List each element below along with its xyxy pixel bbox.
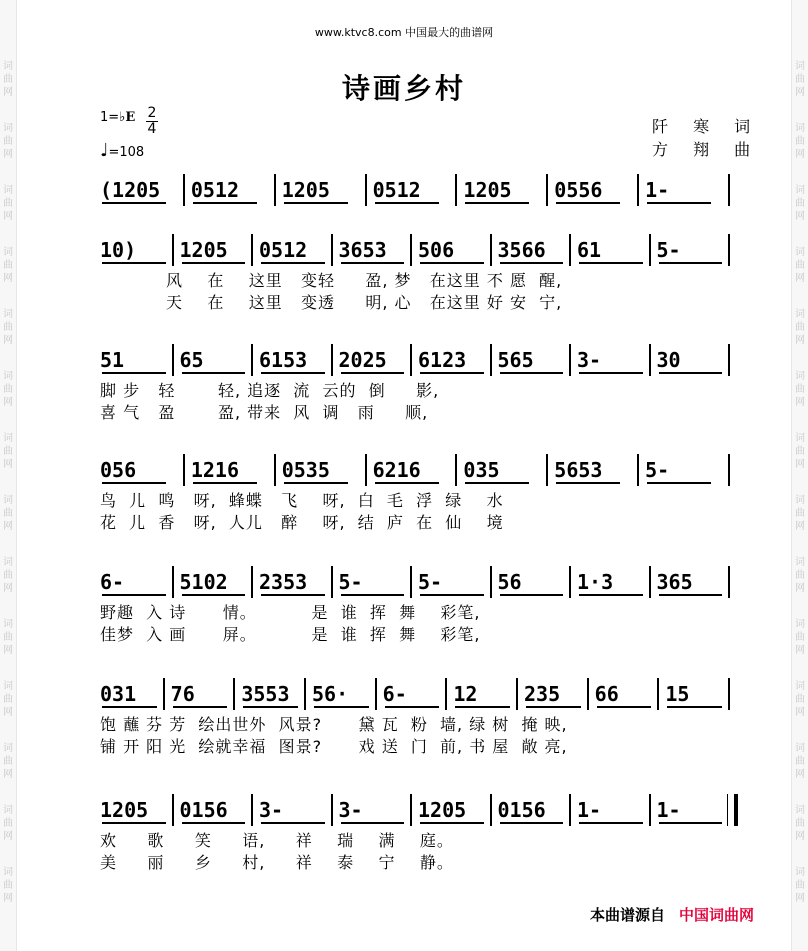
measure: 565 [497, 348, 534, 372]
watermark-text: 词 曲 网 [3, 805, 13, 842]
beam-underline [102, 482, 166, 484]
barline [304, 678, 309, 710]
barline [657, 678, 662, 710]
measure: 5- [645, 458, 670, 482]
beam-underline [465, 202, 529, 204]
beam-underline [556, 482, 620, 484]
score-row [96, 340, 732, 424]
barline [251, 794, 256, 826]
quarter-note-icon: ♩ [100, 140, 109, 161]
watermark-text: 词 曲 网 [795, 557, 805, 594]
barline [546, 454, 551, 486]
lyric-line: 铺 开 阳 光 绘就幸福 图景? 戏 送 门 前, 书 屋 敞 亮, [100, 737, 568, 756]
barline [172, 566, 177, 598]
beam-underline [182, 262, 246, 264]
measure: 0512 [372, 178, 421, 202]
footer [590, 904, 754, 925]
measure: 0556 [554, 178, 603, 202]
beam-underline [102, 262, 166, 264]
watermark-text: 词 曲 网 [3, 557, 13, 594]
beam-underline [173, 706, 228, 708]
barline [569, 794, 574, 826]
beam-underline [465, 482, 529, 484]
beam-underline [579, 262, 643, 264]
watermark-text: 词 曲 网 [795, 619, 805, 656]
beam-underline [182, 822, 246, 824]
measure: 65 [179, 348, 204, 372]
watermark-text: 词 曲 网 [795, 185, 805, 222]
beam-underline [579, 372, 643, 374]
watermark-text: 词 曲 网 [795, 743, 805, 780]
beam-underline [659, 822, 723, 824]
barline [251, 344, 256, 376]
watermark-text: 词 曲 网 [3, 743, 13, 780]
barline [728, 678, 733, 710]
barline [455, 454, 460, 486]
barline [490, 234, 495, 266]
watermark-text: 词 曲 网 [795, 309, 805, 346]
beam-underline [420, 594, 484, 596]
measure: 3- [338, 798, 363, 822]
measure: 1- [656, 798, 681, 822]
measure: 0535 [281, 458, 330, 482]
measure: 5- [338, 570, 363, 594]
beam-underline [375, 482, 439, 484]
key-prefix: 1= [100, 110, 120, 125]
beam-underline [579, 822, 643, 824]
barline [728, 174, 733, 206]
notation-line [96, 450, 732, 490]
measure: 3- [577, 348, 602, 372]
lyric-line: 佳梦 入 画 屏。 是 谁 挥 舞 彩笔, [100, 625, 481, 644]
score-row [96, 790, 732, 874]
beam-underline [341, 262, 405, 264]
barline [331, 566, 336, 598]
meter-top: 2 [147, 105, 157, 121]
beam-underline [261, 372, 325, 374]
measure: 235 [524, 682, 561, 706]
watermark-text: 词 曲 网 [3, 185, 13, 222]
measure: 66 [594, 682, 619, 706]
measure: 031 [100, 682, 137, 706]
barline [183, 174, 188, 206]
barline [649, 566, 654, 598]
watermark-text: 词 曲 网 [3, 619, 13, 656]
measure: 3653 [338, 238, 387, 262]
barline [274, 454, 279, 486]
lyric-line: 野趣 入 诗 情。 是 谁 挥 舞 彩笔, [100, 603, 481, 622]
beam-underline [102, 822, 166, 824]
measure: 1- [577, 798, 602, 822]
lyric-line: 花 儿 香 呀, 人儿 醉 呀, 结 庐 在 仙 境 [100, 513, 504, 532]
beam-underline [341, 594, 405, 596]
measure: 1205 [418, 798, 467, 822]
barline [251, 566, 256, 598]
measure: 51 [100, 348, 125, 372]
tempo-value: =108 [108, 145, 145, 160]
beam-underline [314, 706, 369, 708]
watermark-text: 词 曲 网 [3, 247, 13, 284]
measure: 2025 [338, 348, 387, 372]
beam-underline [420, 822, 484, 824]
lyric-line: 喜 气 盈 盈, 带来 风 调 雨 顺, [100, 403, 429, 422]
score-row [96, 562, 732, 646]
measure: 056 [100, 458, 137, 482]
barline [233, 678, 238, 710]
measure: 56 [497, 570, 522, 594]
measure: 5653 [554, 458, 603, 482]
lyric-line: 天 在 这里 变透 明, 心 在这里 好 安 宁, [166, 293, 563, 312]
barline [728, 344, 733, 376]
score-row [96, 450, 732, 534]
measure: 365 [656, 570, 693, 594]
beam-underline [193, 202, 257, 204]
measure: 1205 [281, 178, 330, 202]
barline [569, 344, 574, 376]
lyric-line: 鸟 儿 鸣 呀, 蜂蝶 飞 呀, 白 毛 浮 绿 水 [100, 491, 504, 510]
beam-underline [182, 372, 246, 374]
beam-underline [659, 262, 723, 264]
measure: 0156 [179, 798, 228, 822]
measure: 1205 [463, 178, 512, 202]
measure: 12 [453, 682, 478, 706]
beam-underline [341, 372, 405, 374]
measure: 15 [665, 682, 690, 706]
beam-underline [647, 482, 711, 484]
measure: 0512 [190, 178, 240, 202]
barline [637, 454, 642, 486]
watermark-text: 词 曲 网 [3, 61, 13, 98]
song-title: 诗画乡村 [341, 72, 466, 105]
barline [410, 234, 415, 266]
watermark-text: 词 曲 网 [3, 371, 13, 408]
beam-underline [284, 482, 348, 484]
measure: 035 [463, 458, 500, 482]
measure: 6- [382, 682, 407, 706]
beam-underline [102, 706, 157, 708]
notation-line [96, 674, 732, 714]
barline [455, 174, 460, 206]
tempo-marking [100, 140, 144, 161]
beam-underline [556, 202, 620, 204]
measure: 5102 [179, 570, 228, 594]
barline [546, 174, 551, 206]
barline [587, 678, 592, 710]
beam-underline [455, 706, 510, 708]
lyric-line: 脚 步 轻 轻, 追逐 流 云的 倒 影, [100, 381, 440, 400]
watermark-text: 词 曲 网 [3, 681, 13, 718]
measure: 30 [656, 348, 681, 372]
notation-line [96, 562, 732, 602]
barline [637, 174, 642, 206]
watermark-text: 词 曲 网 [795, 681, 805, 718]
measure: 56· [312, 682, 349, 706]
beam-underline [420, 262, 484, 264]
notation-line [96, 170, 732, 210]
barline [172, 234, 177, 266]
measure: 3- [259, 798, 284, 822]
beam-underline [647, 202, 711, 204]
barline [516, 678, 521, 710]
measure: 1- [645, 178, 670, 202]
barline [410, 566, 415, 598]
barline [728, 234, 733, 266]
watermark-text: 词 曲 网 [3, 123, 13, 160]
barline [569, 234, 574, 266]
measure: 5- [418, 570, 443, 594]
barline [274, 174, 279, 206]
measure: 61 [577, 238, 602, 262]
beam-underline [659, 594, 723, 596]
beam-underline [102, 372, 166, 374]
measure: 10) [100, 238, 137, 262]
measure: 1205 [179, 238, 228, 262]
measure: 6123 [418, 348, 467, 372]
watermark-text: 词 曲 网 [795, 805, 805, 842]
beam-underline [182, 594, 246, 596]
barline [728, 566, 733, 598]
beam-underline [284, 202, 348, 204]
measure: 6153 [259, 348, 308, 372]
beam-underline [659, 372, 723, 374]
barline [365, 454, 370, 486]
watermark-text: 词 曲 网 [3, 867, 13, 904]
barline [649, 344, 654, 376]
barline [251, 234, 256, 266]
measure: (1205 [100, 178, 161, 202]
watermark-text: 词 曲 网 [795, 495, 805, 532]
measure: 1216 [190, 458, 240, 482]
lyric-line: 饱 蘸 芬 芳 绘出世外 风景? 黛 瓦 粉 墙, 绿 树 掩 映, [100, 715, 568, 734]
measure: 6216 [372, 458, 421, 482]
barline [445, 678, 450, 710]
watermark-text: 词 曲 网 [795, 123, 805, 160]
beam-underline [102, 202, 166, 204]
barline [163, 678, 168, 710]
lyric-line: 欢 歌 笑 语, 祥 瑞 满 庭。 [100, 831, 454, 850]
beam-underline [375, 202, 439, 204]
beam-underline [102, 594, 166, 596]
beam-underline [193, 482, 257, 484]
barline [410, 344, 415, 376]
site-header: www.ktvc8.com 中国最大的曲谱网 [314, 26, 494, 39]
barline [490, 794, 495, 826]
lyric-line: 美 丽 乡 村, 祥 泰 宁 静。 [100, 853, 454, 872]
measure: 2353 [259, 570, 308, 594]
beam-underline [261, 594, 325, 596]
composer-credit: 方 翔 曲 [652, 140, 761, 159]
barline [365, 174, 370, 206]
beam-underline [500, 594, 564, 596]
beam-underline [385, 706, 440, 708]
barline [410, 794, 415, 826]
score-row [96, 230, 732, 314]
barline [172, 794, 177, 826]
beam-underline [667, 706, 722, 708]
beam-underline [341, 822, 405, 824]
measure: 0512 [259, 238, 308, 262]
barline [649, 234, 654, 266]
watermark-text: 词 曲 网 [795, 371, 805, 408]
meter-bottom: 4 [147, 121, 157, 137]
notation-line [96, 790, 732, 830]
footer-brand: 中国词曲网 [679, 906, 755, 924]
beam-underline [500, 262, 564, 264]
final-barline [727, 794, 738, 826]
beam-underline [500, 372, 564, 374]
measure: 5- [656, 238, 681, 262]
key-signature [100, 110, 135, 125]
beam-underline [526, 706, 581, 708]
beam-underline [261, 262, 325, 264]
watermark-text: 词 曲 网 [795, 61, 805, 98]
beam-underline [597, 706, 652, 708]
barline [331, 344, 336, 376]
lyricist-credit: 阡 寒 词 [652, 117, 761, 136]
watermark-text: 词 曲 网 [3, 495, 13, 532]
barline [490, 344, 495, 376]
lyric-line: 风 在 这里 变轻 盈, 梦 在这里 不 愿 醒, [166, 271, 563, 290]
beam-underline [579, 594, 643, 596]
beam-underline [500, 822, 564, 824]
measure: 3553 [241, 682, 290, 706]
footer-source: 本曲谱源自 [590, 906, 666, 924]
key-note: E [125, 110, 136, 125]
barline [331, 794, 336, 826]
score-row [96, 674, 732, 758]
notation-line [96, 230, 732, 270]
barline [331, 234, 336, 266]
barline [490, 566, 495, 598]
watermark-text: 词 曲 网 [795, 433, 805, 470]
barline [172, 344, 177, 376]
barline [649, 794, 654, 826]
barline [569, 566, 574, 598]
score-row [96, 170, 732, 210]
watermark-text: 词 曲 网 [3, 309, 13, 346]
beam-underline [243, 706, 298, 708]
barline [375, 678, 380, 710]
measure: 6- [100, 570, 125, 594]
measure: 1205 [100, 798, 149, 822]
measure: 0156 [497, 798, 546, 822]
measure: 506 [418, 238, 455, 262]
flat-symbol: ♭ [119, 110, 126, 125]
watermark-text: 词 曲 网 [795, 247, 805, 284]
notation-line [96, 340, 732, 380]
beam-underline [261, 822, 325, 824]
watermark-text: 词 曲 网 [3, 433, 13, 470]
measure: 3566 [497, 238, 546, 262]
measure: 76 [170, 682, 195, 706]
barline [183, 454, 188, 486]
measure: 1·3 [577, 570, 614, 594]
barline [728, 454, 733, 486]
beam-underline [420, 372, 484, 374]
time-signature [146, 106, 158, 137]
watermark-text: 词 曲 网 [795, 867, 805, 904]
